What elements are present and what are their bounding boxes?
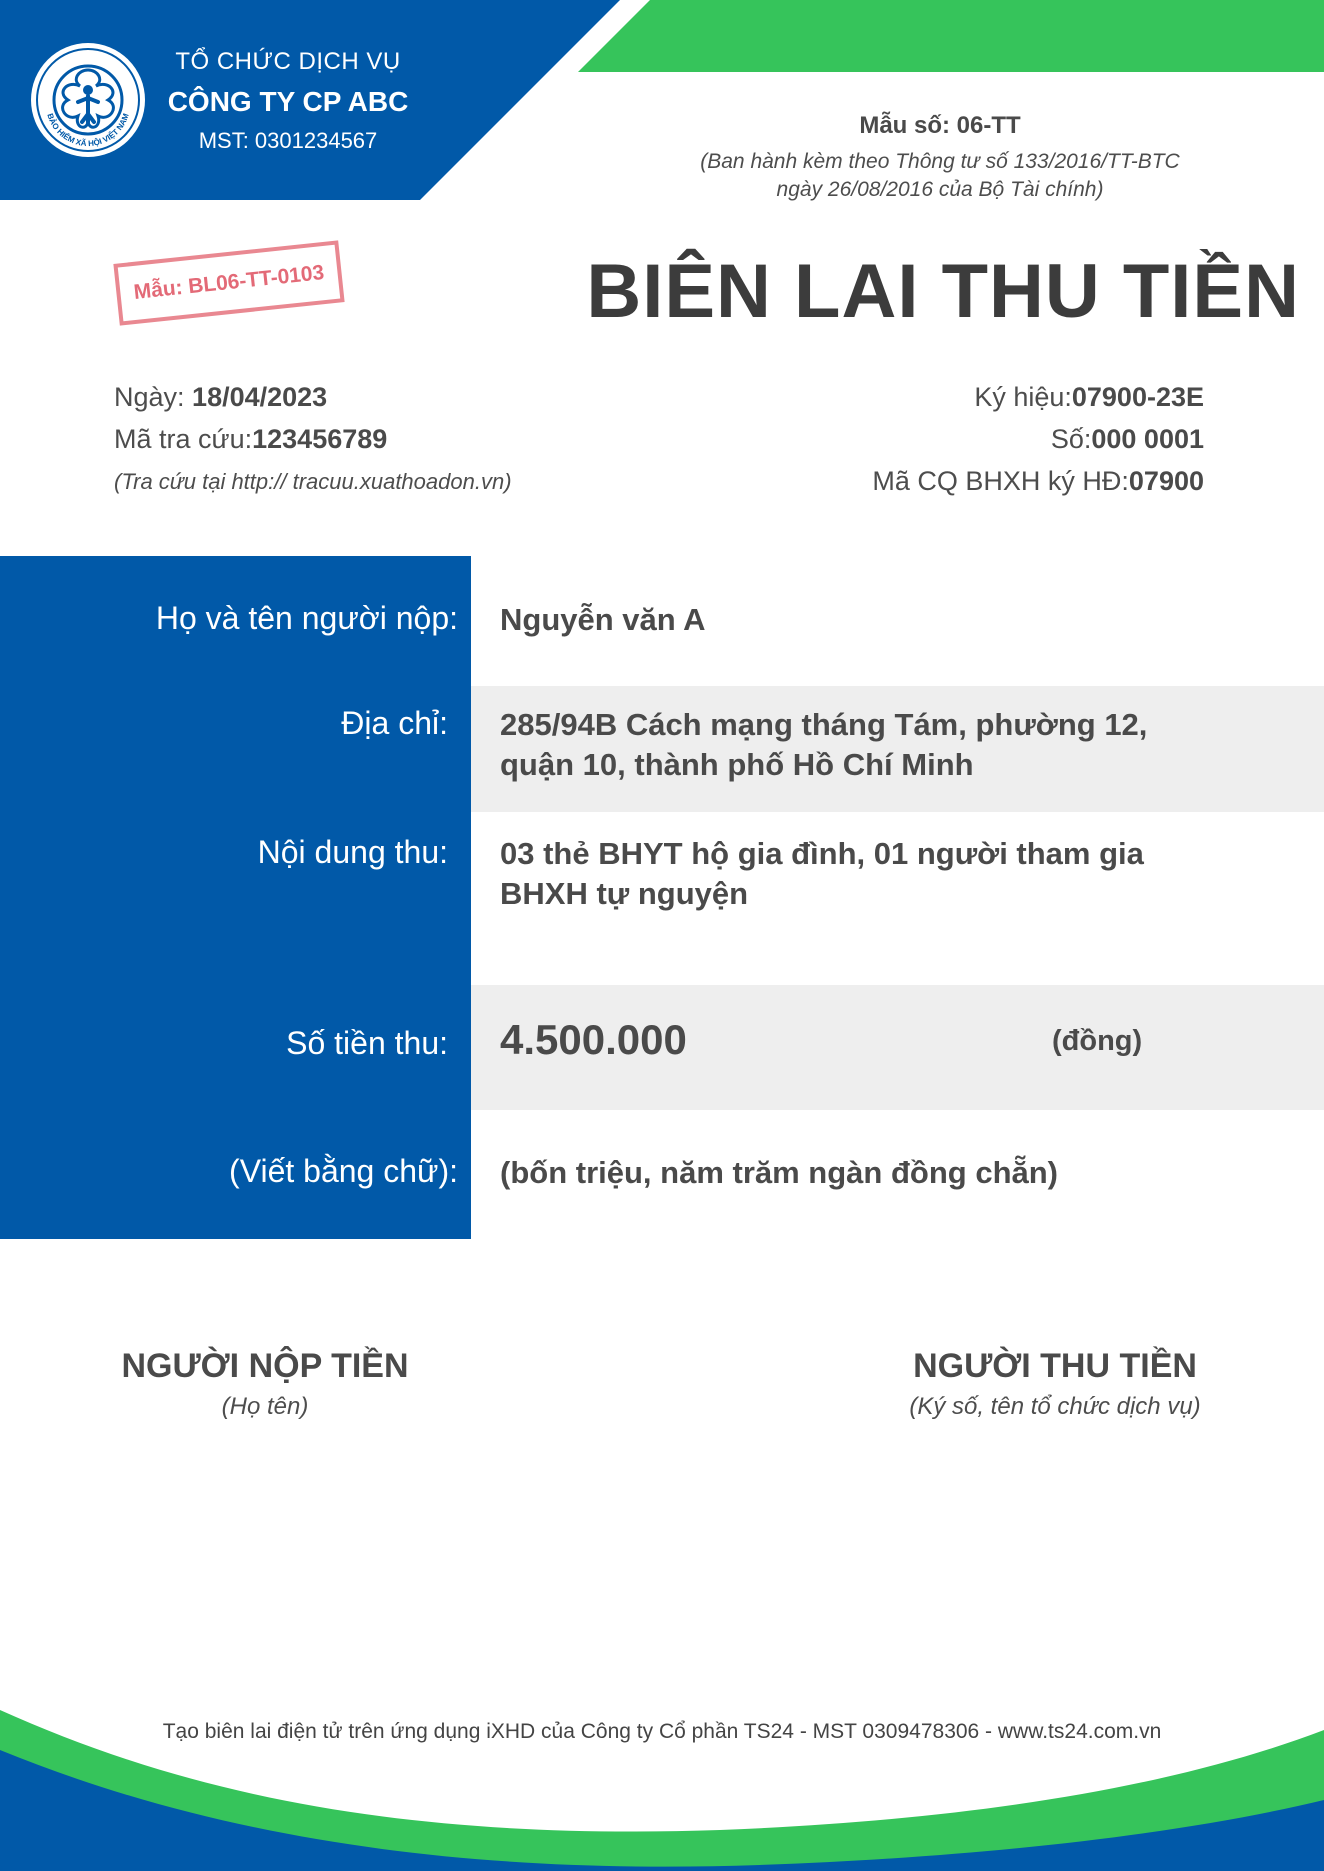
- collector-signature-note: (Ký số, tên tổ chức dịch vụ): [909, 1393, 1201, 1420]
- amount-words-value: (bốn triệu, năm trăm ngàn đồng chẵn): [500, 1155, 1058, 1190]
- receipt-symbol: [974, 382, 1204, 413]
- logo-ring-text: BẢO HIỂM XÃ HỘI VIỆT NAM: [45, 112, 131, 149]
- payer-name-label: Họ và tên người nộp:: [155, 600, 458, 636]
- footer-wave: [0, 1690, 1324, 1871]
- receipt-number: [1051, 424, 1204, 455]
- org-type: TỔ CHỨC DỊCH VỤ: [175, 48, 401, 75]
- agency-value: 07900: [1128, 466, 1204, 496]
- form-basis-line-2: ngày 26/08/2016 của Bộ Tài chính): [776, 178, 1104, 201]
- payer-signature-note: (Họ tên): [221, 1393, 309, 1420]
- address-value: [500, 705, 1280, 785]
- label-column: [0, 556, 471, 1239]
- footer-credit: Tạo biên lai điện tử trên ứng dụng iXHD của Công ty Cổ phần TS24 - MST 0309478306 - www.ts24.com.vn: [162, 1720, 1162, 1743]
- payer-signature-title: NGƯỜI NỘP TIỀN: [121, 1347, 409, 1385]
- amount-value: 4.500.000: [500, 1016, 687, 1063]
- form-stamp: [113, 240, 344, 325]
- form-basis-line-1: (Ban hành kèm theo Thông tư số 133/2016/TT-BTC: [700, 150, 1180, 173]
- receipt-date: [114, 382, 327, 413]
- content-label: Nội dung thu:: [257, 834, 448, 870]
- amount-unit: (đồng): [1052, 1025, 1143, 1057]
- content-value: [500, 834, 1280, 914]
- form-legal-basis: [640, 148, 1240, 204]
- agency-label: Mã CQ BHXH ký HĐ:: [872, 466, 1129, 496]
- address-label: Địa chỉ:: [341, 705, 448, 741]
- amount-label: Số tiền thu:: [286, 1025, 448, 1061]
- payer-name-value: Nguyễn văn A: [500, 602, 706, 637]
- stamp-text: Mẫu: BL06-TT-0103: [132, 261, 326, 304]
- amount-words-label: (Viết bằng chữ):: [229, 1153, 458, 1189]
- symbol-label: Ký hiệu:: [974, 382, 1072, 412]
- form-number: Mẫu số: 06-TT: [859, 112, 1021, 139]
- number-value: 000 0001: [1091, 424, 1204, 454]
- address-line-1: 285/94B Cách mạng tháng Tám, phường 12,: [500, 707, 1148, 742]
- org-name: CÔNG TY CP ABC: [167, 86, 409, 117]
- org-tax-code: MST: 0301234567: [198, 128, 378, 153]
- lookup-value: 123456789: [252, 424, 388, 454]
- lookup-code: [114, 424, 387, 455]
- address-line-2: quận 10, thành phố Hồ Chí Minh: [500, 747, 974, 782]
- header-green-stripe: [578, 0, 1324, 72]
- lookup-note: (Tra cứu tại http:// tracuu.xuathoadon.vn): [114, 469, 512, 494]
- agency-code: [872, 466, 1204, 497]
- content-line-1: 03 thẻ BHYT hộ gia đình, 01 người tham gia: [500, 836, 1144, 871]
- date-label: Ngày:: [114, 382, 193, 412]
- lookup-label: Mã tra cứu:: [114, 424, 253, 454]
- receipt-title: BIÊN LAI THU TIỀN: [586, 249, 1300, 334]
- number-label: Số:: [1050, 424, 1092, 454]
- collector-signature-title: NGƯỜI THU TIỀN: [913, 1347, 1197, 1385]
- content-line-2: BHXH tự nguyện: [500, 876, 749, 911]
- date-value: 18/04/2023: [192, 382, 328, 412]
- symbol-value: 07900-23E: [1071, 382, 1204, 412]
